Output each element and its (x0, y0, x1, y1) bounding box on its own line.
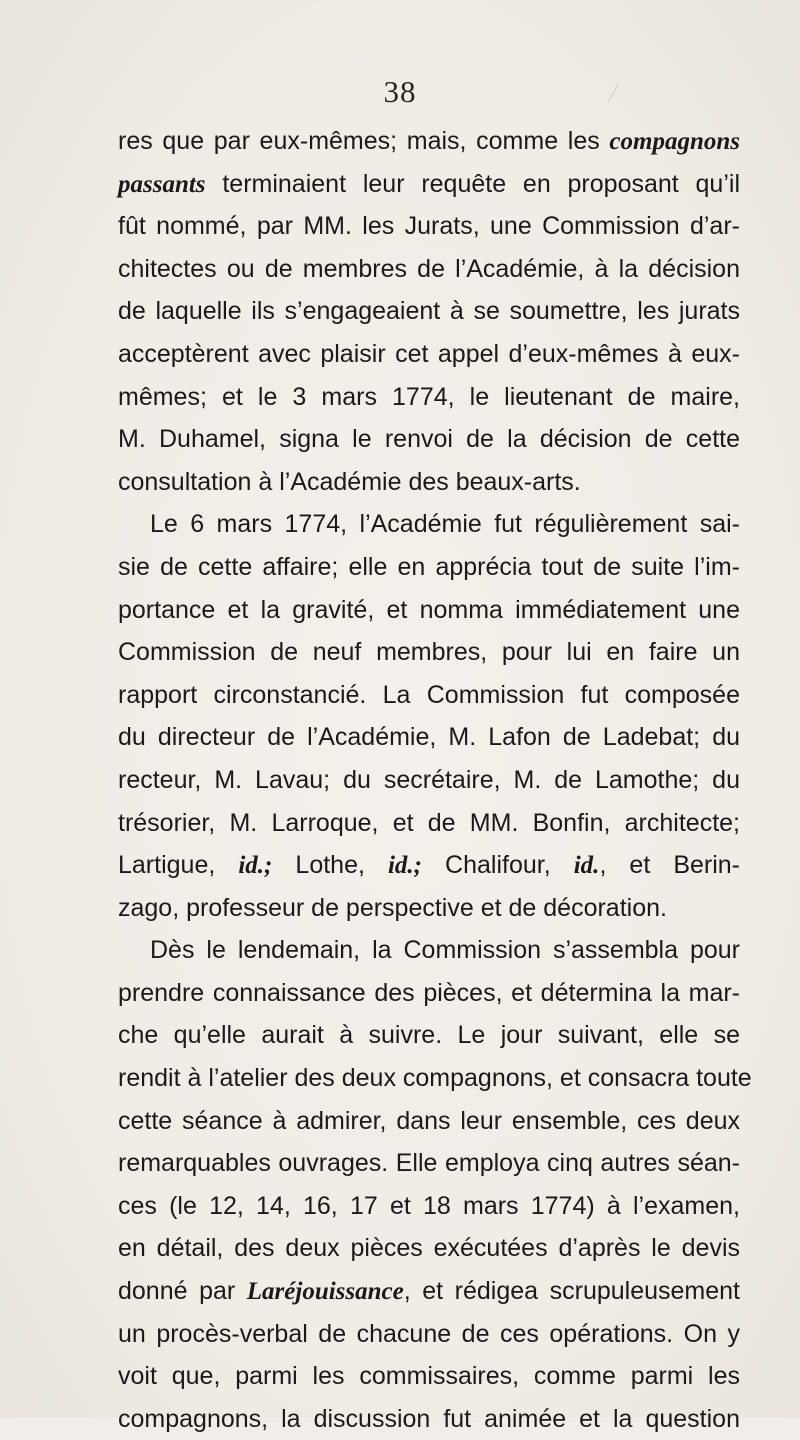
text-segment: ces (le 12, 14, 16, 17 et 18 mars 1774) à l’examen, (118, 1191, 740, 1220)
italic-text: id.; (238, 852, 273, 880)
text-line (118, 163, 740, 206)
text-segment: che qu’elle aurait à suivre. Le jour suivant, elle se (118, 1021, 740, 1050)
text-line (118, 546, 740, 589)
text-segment: Lartigue, (118, 851, 239, 880)
text-segment: res que par eux-mêmes; mais, comme les (118, 127, 610, 155)
text-segment: consultation à l’Académie des beaux-arts. (118, 467, 581, 496)
text-line (118, 674, 740, 717)
body-text (118, 120, 752, 1440)
text-line (118, 1313, 740, 1356)
text-segment: un procès-verbal de chacune de ces opérations. On y (118, 1319, 740, 1348)
text-line (118, 929, 740, 972)
text-segment: du directeur de l’Académie, M. Lafon de Ladebat; du (118, 723, 740, 752)
text-segment: de laquelle ils s’engageaient à se soumettre, les jurats (118, 297, 740, 326)
italic-text: passants (118, 170, 206, 198)
text-segment: en détail, des deux pièces exécutées d’après le devis (118, 1234, 740, 1263)
text-segment: sie de cette affaire; elle en apprécia tout de suite l’im- (118, 552, 740, 581)
text-segment: Le 6 mars 1774, l’Académie fut régulièrement sai- (150, 510, 740, 539)
text-line (118, 589, 740, 632)
text-segment: , et rédigea scrupuleusement (403, 1277, 740, 1306)
text-line (118, 461, 740, 504)
text-line (118, 759, 740, 802)
text-segment: zago, professeur de perspective et de décoration. (118, 893, 667, 922)
text-segment: Chalifour, (422, 851, 574, 880)
text-line (118, 248, 740, 291)
text-line (118, 1014, 740, 1057)
text-line (118, 844, 740, 887)
text-line (118, 120, 740, 163)
text-line (118, 972, 740, 1015)
text-segment: voit que, parmi les commissaires, comme parmi les (118, 1362, 740, 1391)
text-segment: acceptèrent avec plaisir cet appel d’eux-mêmes à eux- (118, 339, 740, 368)
text-segment: recteur, M. Lavau; du secrétaire, M. de Lamothe; du (118, 765, 740, 794)
text-line (118, 1185, 740, 1228)
text-line (118, 887, 740, 930)
text-segment: rapport circonstancié. La Commission fut composée (118, 680, 740, 709)
text-line (118, 1142, 740, 1185)
text-segment: Commission de neuf membres, pour lui en faire un (118, 638, 740, 667)
text-segment: cette séance à admirer, dans leur ensemble, ces deux (118, 1106, 740, 1135)
text-segment: Dès le lendemain, la Commission s’assembla pour (150, 936, 740, 965)
text-line (118, 1227, 740, 1270)
text-segment: mêmes; et le 3 mars 1774, le lieutenant de maire, (118, 382, 740, 411)
italic-text: id.; (387, 852, 423, 880)
text-segment: Lothe, (272, 851, 388, 880)
text-line (118, 376, 740, 419)
text-segment: fût nommé, par MM. les Jurats, une Commission d’ar- (118, 212, 740, 241)
text-line (118, 631, 740, 674)
text-line (118, 503, 740, 546)
text-line (118, 1270, 740, 1313)
page-number: 38 (383, 74, 417, 109)
text-segment: , et Berin- (599, 851, 741, 880)
text-line (118, 716, 740, 759)
italic-text: id. (573, 852, 600, 880)
text-line (118, 1100, 740, 1143)
text-segment: rendit à l’atelier des deux compagnons, et consacra toute (118, 1064, 752, 1093)
text-line (118, 290, 740, 333)
italic-text: compagnons (609, 128, 740, 155)
text-line (118, 418, 740, 461)
text-segment: chitectes ou de membres de l’Académie, à la décision (118, 254, 740, 283)
text-line (118, 1057, 752, 1100)
text-segment: compagnons, la discussion fut animée et la question (118, 1404, 740, 1433)
text-segment: portance et la gravité, et nomma immédiatement une (118, 595, 740, 624)
text-segment: prendre connaissance des pièces, et détermina la mar- (118, 978, 740, 1007)
text-segment: M. Duhamel, signa le renvoi de la décision de cette (118, 425, 740, 454)
text-segment: remarquables ouvrages. Elle employa cinq autres séan- (118, 1149, 740, 1178)
text-line (118, 1355, 740, 1398)
text-line (118, 802, 740, 845)
text-line (118, 1398, 740, 1440)
text-segment: trésorier, M. Larroque, et de MM. Bonfin, architecte; (118, 808, 740, 837)
text-line (118, 205, 740, 248)
text-segment: donné par (118, 1277, 247, 1306)
italic-text: Laréjouissance (246, 1278, 404, 1306)
text-line (118, 333, 740, 376)
text-segment: terminaient leur requête en proposant qu’il (205, 169, 740, 198)
